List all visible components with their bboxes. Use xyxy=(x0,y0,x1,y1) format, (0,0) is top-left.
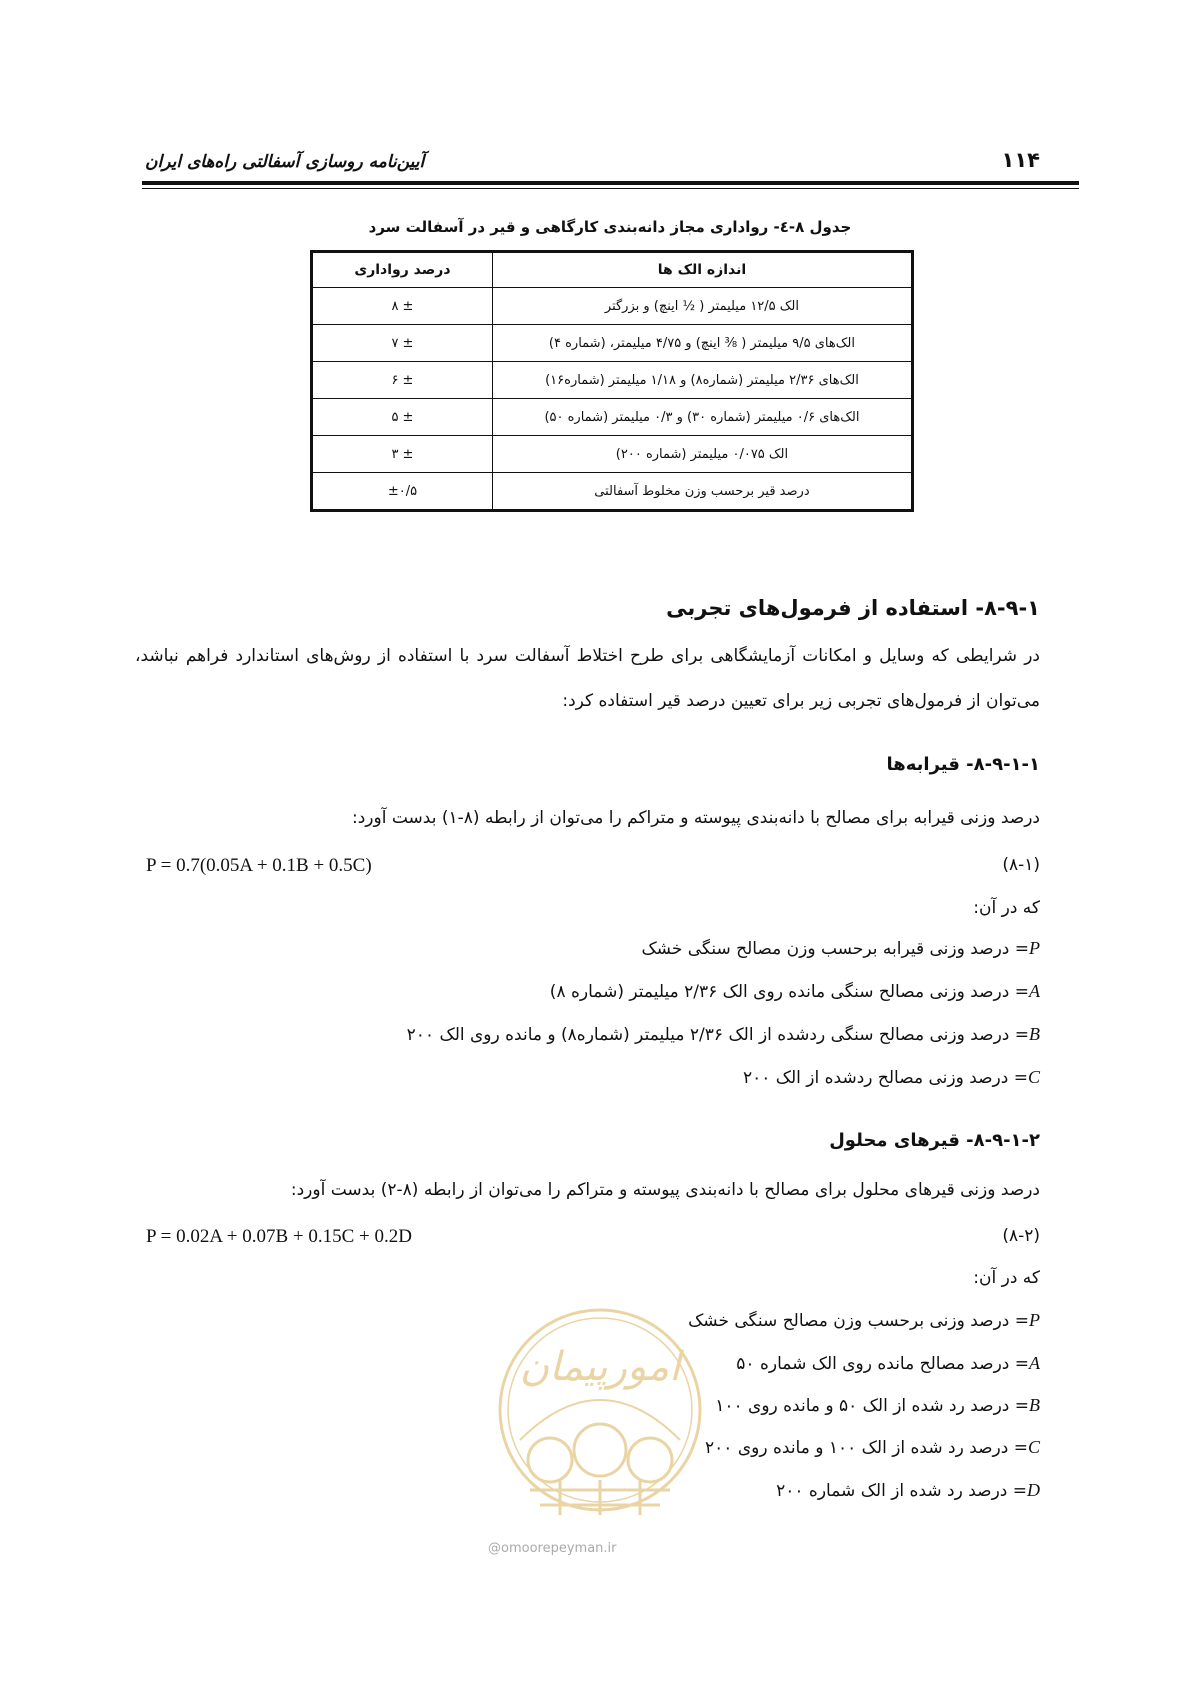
variable-description: = درصد وزنی برحسب وزن مصالح سنگی خشک xyxy=(688,1311,1029,1331)
table-row xyxy=(312,362,913,399)
variable-definition xyxy=(407,1024,1040,1045)
equation: P = 0.02A + 0.07B + 0.15C + 0.2D xyxy=(146,1226,412,1247)
variable-symbol: P xyxy=(1029,1310,1040,1330)
equation-intro: درصد وزنی قیرهای محلول برای مصالح با دانه‌بندی پیوسته و متراکم را می‌توان از رابطه (۸-۲) بدست آورد: xyxy=(290,1180,1040,1200)
variable-symbol: A xyxy=(1029,981,1040,1001)
variable-description: = درصد وزنی قیرابه برحسب وزن مصالح سنگی خشک xyxy=(641,939,1029,959)
header-rule-thin xyxy=(142,188,1079,189)
cell-tolerance: ± ۶ xyxy=(312,362,493,399)
where-label: که در آن: xyxy=(973,1268,1040,1288)
equation-intro: درصد وزنی قیرابه برای مصالح با دانه‌بندی پیوسته و متراکم را می‌توان از رابطه (۸-۱) بدست آورد: xyxy=(352,808,1040,828)
variable-description: = درصد رد شده از الک شماره ۲۰۰ xyxy=(776,1481,1027,1501)
variable-description: = درصد وزنی مصالح سنگی ردشده از الک ۲/۳۶ میلیمتر (شماره۸) و مانده روی الک ۲۰۰ xyxy=(406,1025,1029,1045)
equation-number: (۸-۲) xyxy=(1002,1226,1040,1246)
cell-tolerance: ± ۵ xyxy=(312,399,493,436)
equation: P = 0.7(0.05A + 0.1B + 0.5C) xyxy=(146,855,372,876)
book-title: آیین‌نامه روسازی آسفالتی راه‌های ایران xyxy=(145,152,425,172)
variable-definition xyxy=(743,1067,1040,1088)
cell-sieve-size: درصد قیر برحسب وزن مخلوط آسفالتی xyxy=(492,473,912,511)
subsection-heading-cutback-bitumen: ۸-۹-۱-۲- قیرهای محلول xyxy=(829,1130,1040,1151)
variable-symbol: D xyxy=(1027,1480,1040,1500)
variable-definition xyxy=(776,1480,1040,1501)
variable-symbol: B xyxy=(1029,1024,1040,1044)
table-row xyxy=(312,436,913,473)
watermark-url: @omoorepeyman.ir xyxy=(488,1541,617,1556)
variable-definition xyxy=(550,981,1040,1002)
page-number: ۱۱۴ xyxy=(1001,148,1040,172)
tolerance-table xyxy=(310,250,914,512)
equation-number: (۸-۱) xyxy=(1002,855,1040,875)
column-header-sieve-size: اندازه الک ها xyxy=(492,252,912,288)
variable-description: = درصد رد شده از الک ۱۰۰ و مانده روی ۲۰۰ xyxy=(705,1438,1028,1458)
table-header-row xyxy=(312,252,913,288)
section-heading-empirical-formulas: ۸-۹-۱- استفاده از فرمول‌های تجربی xyxy=(666,596,1040,620)
variable-definition xyxy=(705,1437,1040,1458)
table-row xyxy=(312,288,913,325)
variable-symbol: A xyxy=(1029,1353,1040,1373)
cell-sieve-size: الک ۰/۰۷۵ میلیمتر (شماره ۲۰۰) xyxy=(492,436,912,473)
variable-description: = درصد وزنی مصالح سنگی مانده روی الک ۲/۳۶ میلیمتر (شماره ۸) xyxy=(549,982,1029,1002)
variable-definition xyxy=(641,938,1040,959)
section-paragraph: در شرایطی که وسایل و امکانات آزمایشگاهی برای طرح اختلاط آسفالت سرد با استفاده از روش‌های استاندارد فراهم نباشد، می‌توان از فرمول‌های تجربی زیر برای تعیین درصد قیر استفاده کرد: xyxy=(135,646,1040,711)
table-row xyxy=(312,325,913,362)
cell-tolerance: ± ۸ xyxy=(312,288,493,325)
variable-definition xyxy=(715,1395,1040,1416)
variable-definition xyxy=(688,1310,1040,1331)
variable-definition xyxy=(736,1353,1040,1374)
watermark-logo xyxy=(490,1300,710,1535)
cell-sieve-size: الک‌های ۹/۵ میلیمتر ( ⅜ اینچ) و ۴/۷۵ میلیمتر، (شماره ۴) xyxy=(492,325,912,362)
variable-symbol: C xyxy=(1027,1437,1040,1457)
variable-symbol: P xyxy=(1029,938,1040,958)
svg-text:امورپیمان: امورپیمان xyxy=(519,1344,681,1390)
cell-sieve-size: الک‌های ۲/۳۶ میلیمتر (شماره۸) و ۱/۱۸ میلیمتر (شماره۱۶) xyxy=(492,362,912,399)
header-rule-thick xyxy=(142,181,1079,185)
subsection-heading-emulsions: ۸-۹-۱-۱- قیرابه‌ها xyxy=(886,754,1040,775)
cell-sieve-size: الک‌های ۰/۶ میلیمتر (شماره ۳۰) و ۰/۳ میلیمتر (شماره ۵۰) xyxy=(492,399,912,436)
variable-symbol: C xyxy=(1027,1067,1040,1087)
variable-symbol: B xyxy=(1029,1395,1040,1415)
cell-tolerance: ± ۳ xyxy=(312,436,493,473)
table-caption: جدول ۸-٤- رواداری مجاز دانه‌بندی کارگاهی و قیر در آسفالت سرد xyxy=(368,218,852,236)
variable-description: = درصد رد شده از الک ۵۰ و مانده روی ۱۰۰ xyxy=(715,1396,1029,1416)
variable-description: = درصد وزنی مصالح ردشده از الک ۲۰۰ xyxy=(742,1068,1028,1088)
column-header-tolerance: درصد رواداری xyxy=(312,252,493,288)
variable-description: = درصد مصالح مانده روی الک شماره ۵۰ xyxy=(736,1354,1029,1374)
cell-tolerance: ± ۷ xyxy=(312,325,493,362)
table-row xyxy=(312,473,913,511)
where-label: که در آن: xyxy=(973,898,1040,918)
cell-tolerance: ±۰/۵ xyxy=(312,473,493,511)
cell-sieve-size: الک ۱۲/۵ میلیمتر ( ½ اینچ) و بزرگتر xyxy=(492,288,912,325)
table-row xyxy=(312,399,913,436)
